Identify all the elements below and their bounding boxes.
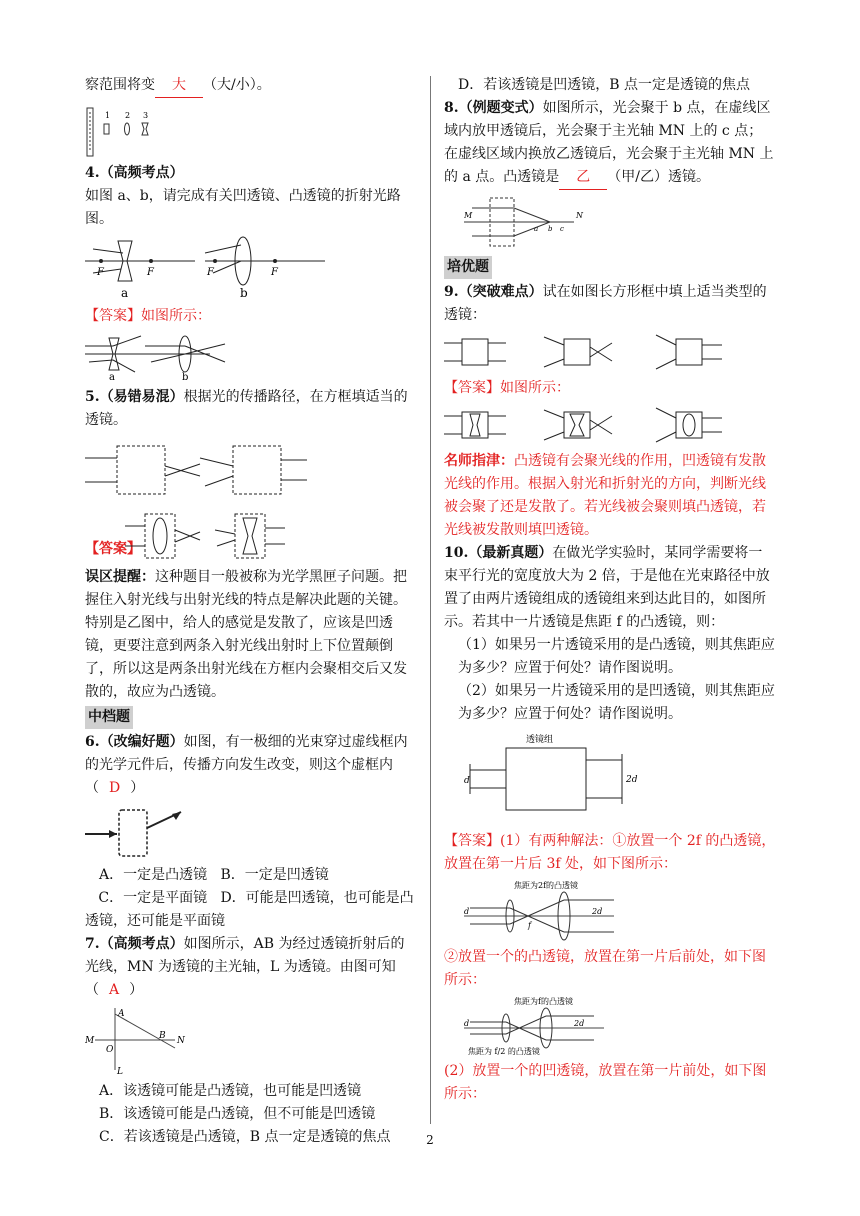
svg-text:N: N <box>177 1036 185 1046</box>
q10-fig-title: 透镜组 <box>526 735 554 745</box>
q10-stem: 10.（最新真题）在做光学实验时，某同学需要将一束平行光的宽度放大为 2 倍，于是他在光束路径中放置了由两片透镜组成的透镜组来到达此目的，如图所示。若其中一片透镜是焦距 f 的凸透镜，则： <box>444 545 770 630</box>
q5-note: 误区提醒：这种题目一般被称为光学黑匣子问题。把握住入射光线与出射光线的特点是解决此题的关键。特别是乙图中，给人的感觉是发散了，应该是凹透镜，更要注意到两条入射光线出射时上下位置颠倒了，所以这是两条出射光线在方框内会聚相交后又发散的，故应为凸透镜。 <box>85 569 407 700</box>
q10-answer-fig2 <box>464 996 664 1056</box>
page-number: 2 <box>426 1133 434 1147</box>
q10-answer-p2: ②放置一个的凸透镜，放置在第一片后前处，如下图所示： <box>444 949 766 988</box>
q9-stem: 9.（突破难点）试在如图长方形框中填上适当类型的透镜： <box>444 284 767 323</box>
q3-label-1: 1 <box>105 111 111 120</box>
q7-figure <box>85 1006 285 1076</box>
svg-text:F: F <box>97 267 104 278</box>
q5-answer-figure <box>125 510 325 562</box>
svg-text:2d: 2d <box>626 775 638 785</box>
q6-figure <box>85 804 285 860</box>
svg-text:F: F <box>207 267 214 278</box>
q5-figure <box>85 436 385 506</box>
svg-text:焦距为f的凸透镜: 焦距为f的凸透镜 <box>514 997 573 1006</box>
q5-stem: 5.（易错易混）根据光的传播路径，在方框填适当的透镜。 <box>85 389 408 428</box>
svg-text:2d: 2d <box>574 1019 585 1028</box>
svg-text:L: L <box>117 1067 123 1076</box>
q3-tail: 察范围将变 大 （大/小）。 <box>85 74 418 98</box>
q10-sub1: （1）如果另一片透镜采用的是凸透镜，则其焦距应为多少？应置于何处？请作图说明。 <box>458 637 775 676</box>
q9-answer: 【答案】如图所示： <box>444 380 570 396</box>
svg-text:A: A <box>118 1009 125 1019</box>
svg-text:a: a <box>109 372 115 382</box>
svg-text:O: O <box>106 1045 114 1055</box>
section-mid-heading: 中档题 <box>85 706 133 729</box>
q4-text: 如图 a、b，请完成有关凹透镜、凸透镜的折射光路图。 <box>85 188 401 227</box>
q4-answer: 【答案】如图所示： <box>85 308 211 324</box>
svg-text:焦距为2f的凸透镜: 焦距为2f的凸透镜 <box>514 881 579 890</box>
q5-answer-label: 【答案】 <box>85 541 141 557</box>
svg-text:d: d <box>464 776 470 786</box>
q9-figure <box>444 331 764 373</box>
q6-answer-line: （ D ） <box>85 780 145 796</box>
q6-stem: 6.（改编好题）如图，有一极细的光束穿过虚线框内的光学元件后，传播方向发生改变，则这个虚框内 <box>85 734 408 773</box>
q9-tip: 名师指津：凸透镜有会聚光线的作用，凹透镜有发散光线的作用。根据入射光和折射光的方向，判断光线被会聚了还是发散了。若光线被会聚则填凸透镜，若光线被发散则填凹透镜。 <box>444 453 766 538</box>
svg-text:a: a <box>534 225 539 233</box>
svg-text:b: b <box>182 372 189 382</box>
svg-text:d: d <box>464 907 470 916</box>
svg-text:F: F <box>147 267 154 278</box>
q7-option-b: B．该透镜可能是凸透镜，但不可能是凹透镜 <box>99 1106 376 1122</box>
q7-option-c: C．若该透镜是凸透镜，B 点一定是透镜的焦点 <box>99 1129 391 1145</box>
q6-answer: D <box>109 780 121 796</box>
q3-figure <box>85 102 175 158</box>
section-adv-heading: 培优题 <box>444 256 492 279</box>
q9-answer-figure <box>444 404 764 446</box>
q10-answer-fig1 <box>464 880 664 942</box>
svg-text:M: M <box>85 1036 95 1046</box>
q3-answer: 大 <box>155 74 203 98</box>
left-column <box>85 74 418 1149</box>
q4-fig-a-label: a <box>121 286 129 300</box>
q3-label-3: 3 <box>143 111 149 120</box>
svg-text:d: d <box>464 1019 470 1028</box>
q5-answer-line <box>85 510 418 562</box>
q10-answer-p3: (2）放置一个的凹透镜，放置在第一片前处，如下图所示： <box>444 1063 767 1102</box>
right-column <box>444 74 776 1106</box>
q7-option-d: D．若该透镜是凹透镜，B 点一定是透镜的焦点 <box>458 77 750 93</box>
q7-stem: 7.（高频考点）如图所示，AB 为经过透镜折射后的光线，MN 为透镜的主光轴，L 为透镜。由图可知（ A ） <box>85 936 405 998</box>
q8-answer: 乙 <box>559 166 607 190</box>
svg-text:f: f <box>528 921 531 930</box>
svg-text:N: N <box>576 211 583 220</box>
q7-option-a: A．该透镜可能是凸透镜，也可能是凹透镜 <box>99 1083 362 1099</box>
q10-figure <box>464 730 664 826</box>
column-divider <box>430 76 431 1124</box>
svg-text:b: b <box>548 225 553 233</box>
q6-options-cd: C．一定是平面镜 D．可能是凹透镜，也可能是凸透镜，还可能是平面镜 <box>85 890 414 929</box>
q8-stem: 8.（例题变式）如图所示，光会聚于 b 点，在虚线区域内放甲透镜后，光会聚于主光轴 MN 上的 c 点；在虚线区域内换放乙透镜后，光会聚于主光轴 MN 上的 a 点。凸透镜是 乙 （甲/乙）透镜。 <box>444 97 776 190</box>
svg-text:B: B <box>159 1031 166 1041</box>
q4-fig-b-label: b <box>240 286 248 300</box>
q8-figure <box>464 194 624 250</box>
svg-text:2d: 2d <box>592 907 603 916</box>
q7-answer: A <box>109 982 120 998</box>
svg-text:c: c <box>560 225 564 233</box>
svg-text:焦距为 f/2 的凸透镜: 焦距为 f/2 的凸透镜 <box>468 1047 540 1056</box>
svg-text:F: F <box>271 267 278 278</box>
q4-answer-figure <box>85 332 385 382</box>
q4-figure <box>85 235 385 301</box>
svg-text:M: M <box>464 211 473 220</box>
q10-sub2: （2）如果另一片透镜采用的是凹透镜，则其焦距应为多少？应置于何处？请作图说明。 <box>458 683 775 722</box>
q10-answer-p1: 【答案】(1）有两种解法：①放置一个 2f 的凸透镜，放置在第一片后 3f 处，如下图所示： <box>444 833 776 872</box>
q3-label-2: 2 <box>125 111 131 120</box>
q4-stem: 4.（高频考点） <box>85 165 184 181</box>
q6-options-ab: A．一定是凸透镜 B．一定是凹透镜 <box>99 867 329 883</box>
